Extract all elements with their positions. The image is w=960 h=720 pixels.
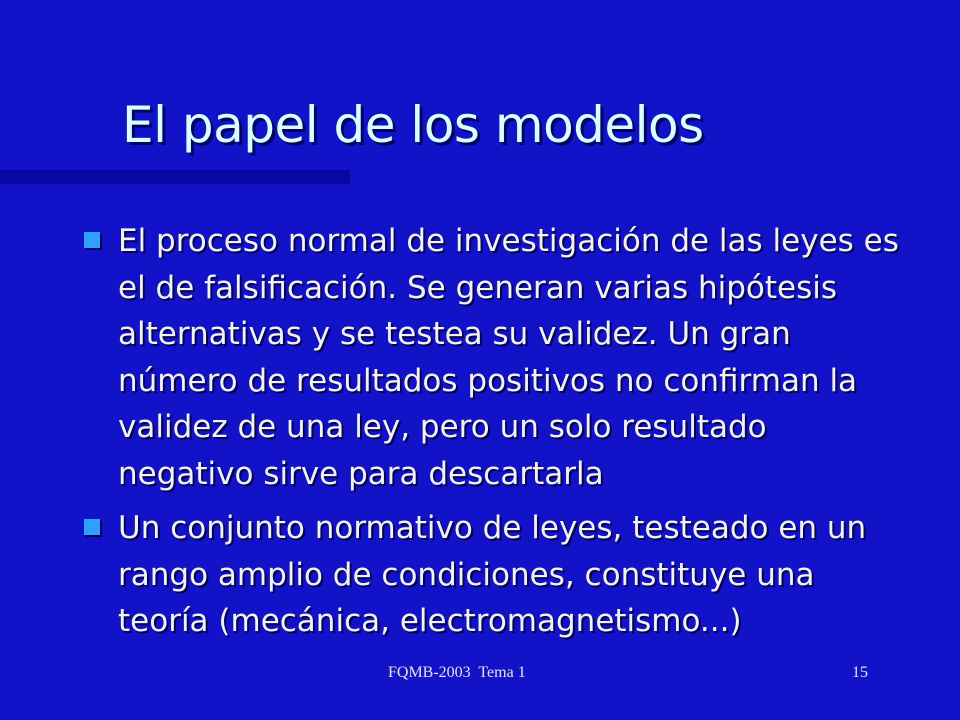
- title-underline-bar: [0, 170, 350, 184]
- bullet-item: [84, 505, 904, 645]
- bullet-text: El proceso normal de investigación de las leyes es el de falsificación. Se generan varias hipótesis alternativas y se testea su validez. Un gran número de resultados positivos no confirman la validez de una ley, pero un solo resultado negativo sirve para descartarla: [118, 223, 899, 492]
- bullet-item: [84, 218, 904, 497]
- square-bullet-icon: [84, 519, 100, 535]
- slide-title: El papel de los modelos: [122, 96, 704, 154]
- square-bullet-icon: [84, 232, 100, 248]
- bullet-list: [84, 218, 904, 653]
- page-number: 15: [852, 664, 868, 681]
- bullet-text: Un conjunto normativo de leyes, testeado en un rango amplio de condiciones, constituye una teoría (mecánica, electromagnetismo...): [118, 510, 867, 639]
- footer-label: FQMB-2003 Tema 1: [388, 664, 526, 681]
